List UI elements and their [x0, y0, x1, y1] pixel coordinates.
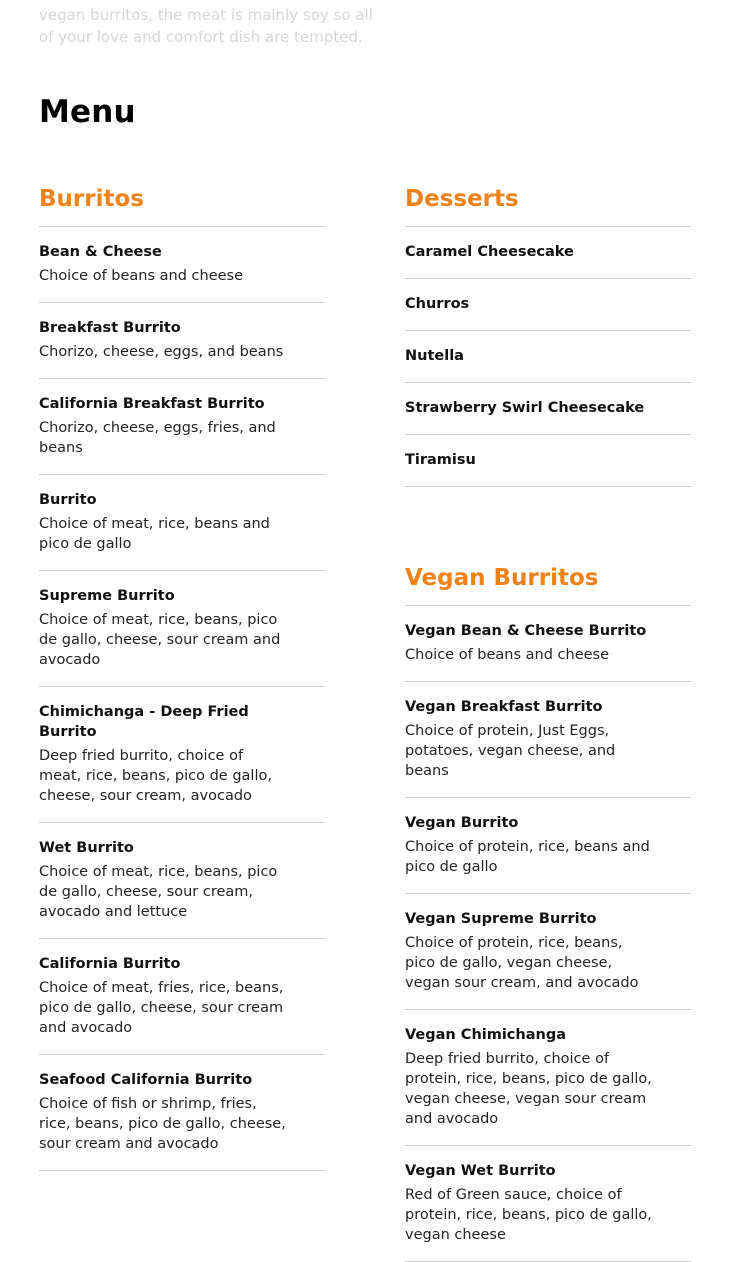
menu-column-right	[405, 184, 691, 1262]
menu-item-name: Vegan Bean & Cheese Burrito	[405, 623, 647, 639]
menu-item-description: Chorizo, cheese, eggs, fries, and beans	[39, 420, 276, 456]
menu-item-name: Vegan Wet Burrito	[405, 1163, 556, 1179]
menu-item-strawberry-swirl-cheesecake	[405, 383, 691, 435]
menu-item-name: Churros	[405, 296, 470, 312]
menu-item-vegan-chimichanga	[405, 1010, 691, 1146]
menu-item-seafood-california-burrito	[39, 1055, 325, 1171]
menu-item-vegan-wet-burrito	[405, 1146, 691, 1262]
menu-item-vegan-bean-and-cheese-burrito	[405, 606, 691, 682]
menu-item-name: Vegan Supreme Burrito	[405, 911, 597, 927]
section-title: Vegan Burritos	[405, 563, 691, 606]
menu-item-nutella	[405, 331, 691, 383]
menu-section-vegan-burritos	[405, 563, 691, 1262]
menu-item-name: Chimichanga - Deep Fried Burrito	[39, 704, 249, 740]
menu-item-name: Supreme Burrito	[39, 588, 175, 604]
menu-item-name: Strawberry Swirl Cheesecake	[405, 400, 645, 416]
menu-column-left	[39, 184, 325, 1171]
menu-item-description: Choice of meat, rice, beans, pico de gallo, cheese, sour cream, avocado and lettuce	[39, 864, 278, 920]
page-title: Menu	[39, 94, 136, 130]
menu-item-description: Red of Green sauce, choice of protein, rice, beans, pico de gallo, vegan cheese	[405, 1187, 652, 1243]
menu-item-name: California Burrito	[39, 956, 181, 972]
menu-item-name: Seafood California Burrito	[39, 1072, 253, 1088]
menu-item-chimichanga-deep-fried-burrito	[39, 687, 325, 823]
menu-item-description: Chorizo, cheese, eggs, and beans	[39, 344, 284, 360]
menu-item-name: Vegan Breakfast Burrito	[405, 699, 603, 715]
intro-text: vegan burritos, the meat is mainly soy so all of your love and comfort dish are tempted.	[39, 6, 373, 46]
menu-item-vegan-burrito	[405, 798, 691, 894]
menu-item-supreme-burrito	[39, 571, 325, 687]
menu-item-description: Choice of meat, rice, beans, pico de gallo, cheese, sour cream and avocado	[39, 612, 281, 668]
menu-item-name: Bean & Cheese	[39, 244, 162, 260]
menu-item-wet-burrito	[39, 823, 325, 939]
menu-item-description: Deep fried burrito, choice of protein, rice, beans, pico de gallo, vegan cheese, vegan sour cream and avocado	[405, 1051, 652, 1127]
menu-item-california-breakfast-burrito	[39, 379, 325, 475]
menu-item-name: Tiramisu	[405, 452, 476, 468]
menu-item-california-burrito	[39, 939, 325, 1055]
section-title: Burritos	[39, 184, 325, 227]
menu-item-name: Burrito	[39, 492, 97, 508]
menu-item-name: Vegan Burrito	[405, 815, 519, 831]
menu-item-name: California Breakfast Burrito	[39, 396, 265, 412]
menu-section-desserts	[405, 184, 691, 487]
menu-item-name: Caramel Cheesecake	[405, 244, 574, 260]
menu-section-burritos	[39, 184, 325, 1171]
menu-item-description: Choice of beans and cheese	[39, 268, 244, 284]
menu-item-description: Choice of beans and cheese	[405, 647, 610, 663]
menu-item-name: Nutella	[405, 348, 464, 364]
menu-item-tiramisu	[405, 435, 691, 487]
menu-item-description: Choice of fish or shrimp, fries, rice, beans, pico de gallo, cheese, sour cream and avocado	[39, 1096, 286, 1152]
menu-item-description: Choice of protein, rice, beans, pico de gallo, vegan cheese, vegan sour cream, and avocado	[405, 935, 639, 991]
menu-item-name: Wet Burrito	[39, 840, 134, 856]
menu-item-vegan-breakfast-burrito	[405, 682, 691, 798]
menu-item-description: Choice of meat, rice, beans and pico de gallo	[39, 516, 270, 552]
menu-item-breakfast-burrito	[39, 303, 325, 379]
menu-item-description: Choice of protein, rice, beans and pico de gallo	[405, 839, 650, 875]
menu-item-name: Breakfast Burrito	[39, 320, 181, 336]
section-title: Desserts	[405, 184, 691, 227]
menu-item-churros	[405, 279, 691, 331]
menu-item-name: Vegan Chimichanga	[405, 1027, 567, 1043]
menu-item-caramel-cheesecake	[405, 227, 691, 279]
menu-item-description: Choice of protein, Just Eggs, potatoes, vegan cheese, and beans	[405, 723, 616, 779]
menu-item-description: Deep fried burrito, choice of meat, rice, beans, pico de gallo, cheese, sour cream, avocado	[39, 748, 272, 804]
menu-item-bean-and-cheese	[39, 227, 325, 303]
menu-item-description: Choice of meat, fries, rice, beans, pico de gallo, cheese, sour cream and avocado	[39, 980, 284, 1036]
menu-item-burrito	[39, 475, 325, 571]
menu-item-vegan-supreme-burrito	[405, 894, 691, 1010]
